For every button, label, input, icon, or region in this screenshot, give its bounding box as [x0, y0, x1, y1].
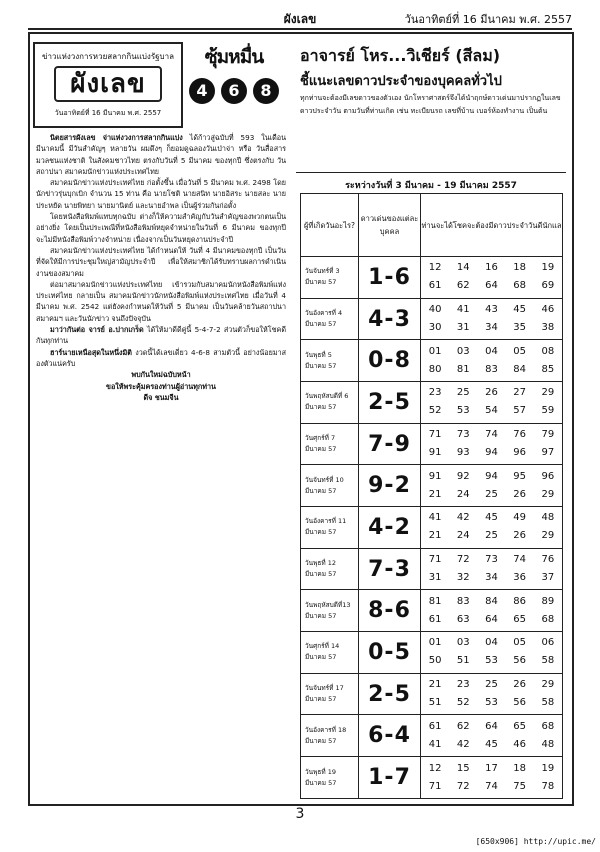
day-label: วันพฤหัสบดีที่ 6	[305, 392, 349, 401]
table-row	[301, 340, 563, 382]
lucky-number: 83	[485, 363, 498, 375]
month-label: มีนาคม 57	[305, 695, 337, 704]
lucky-number: 12	[428, 262, 442, 274]
lucky-number: 61	[428, 613, 442, 625]
article-text: ได้ให้มาดีดีคู่นี้ 5-4-7-2 ส่วนตัวก็ขอให้โชคดีกันทุกท่าน	[36, 325, 286, 346]
day-label: วันพุธที่ 12	[305, 559, 336, 568]
lucky-number: 49	[513, 512, 527, 524]
lucky-number: 74	[513, 554, 527, 566]
birth-day	[301, 673, 359, 715]
divider	[296, 172, 566, 173]
header-day: ผู้ที่เกิดวันอะไร?	[301, 194, 359, 257]
lucky-number: 96	[513, 447, 527, 459]
day-label: วันพุธที่ 5	[305, 350, 332, 359]
lucky-number: 86	[513, 595, 527, 607]
lucky-number: 04	[485, 637, 498, 649]
lucky-number: 14	[456, 262, 470, 274]
magazine-logo	[33, 42, 183, 128]
lucky-pair: 9-2	[359, 465, 421, 507]
lucky-pair: 0-5	[359, 632, 421, 674]
article-text: งวดนี้ได้เลขเดี่ยว 4-6-8 สามตัวนี้ อย่างน้อยมาสองตัวแน่ครับ	[36, 347, 286, 368]
lucky-number: 94	[485, 447, 498, 459]
lucky-pair: 2-5	[359, 673, 421, 715]
author-signature: ดีจ ชนมจีน	[143, 392, 179, 402]
lucky-number: 95	[513, 470, 527, 482]
lucky-number: 76	[513, 429, 527, 441]
lucky-number: 58	[541, 697, 555, 709]
month-label: มีนาคม 57	[305, 570, 337, 579]
lucky-number: 56	[513, 697, 527, 709]
lucky-number: 53	[485, 655, 498, 667]
brand-digits	[185, 78, 283, 104]
lucky-number: 04	[485, 345, 498, 357]
lucky-digit: 8	[253, 78, 279, 104]
day-label: วันอังคารที่ 18	[305, 725, 347, 734]
lucky-pair: 7-9	[359, 423, 421, 465]
lucky-numbers	[421, 257, 563, 299]
table-row	[301, 673, 563, 715]
lucky-number: 71	[428, 554, 442, 566]
column-subtitle: ชี้แนะเลขดาวประจำของบุคคลทั่วไป	[300, 74, 502, 89]
lucky-number: 94	[485, 470, 498, 482]
lucky-number: 50	[428, 655, 442, 667]
birth-day	[301, 465, 359, 507]
day-label: วันจันทร์ที่ 17	[305, 684, 344, 693]
header-numbers: ท่านจะได้โชคจะต้องมีดาวประจำวันดีนักแล	[421, 194, 563, 257]
lucky-number: 25	[485, 530, 498, 542]
lucky-number: 26	[513, 530, 527, 542]
numbers-row	[421, 593, 562, 611]
numbers-row	[421, 426, 562, 444]
month-label: มีนาคม 57	[305, 320, 337, 329]
lucky-numbers	[421, 632, 563, 674]
lucky-number: 76	[541, 554, 555, 566]
lucky-number: 26	[513, 488, 527, 500]
lucky-number: 48	[541, 512, 555, 524]
lucky-number: 03	[456, 637, 470, 649]
lucky-number: 21	[428, 530, 442, 542]
lucky-number: 62	[456, 720, 470, 732]
lucky-number: 16	[485, 262, 498, 274]
lucky-numbers	[421, 340, 563, 382]
lucky-number: 12	[428, 762, 442, 774]
lucky-number: 42	[456, 512, 470, 524]
lucky-number: 64	[485, 720, 498, 732]
lucky-number: 52	[456, 697, 470, 709]
lucky-numbers	[421, 298, 563, 340]
table-row	[301, 590, 563, 632]
article-paragraph: โดยหนังสือพิมพ์แทบทุกฉบับ ต่างก็ให้ความสำคัญกับวันสำคัญของพวกตนเป็นอย่างยิ่ง โดยเป็นประเพณีที่หนังสือพิมพ์หยุดจำหน่ายในวันที่ 6 มีนาคม ของทุกปี จะไม่มีหนังสือพิมพ์วางจำหน่าย เนื่องจากเป็นวันหยุดงานประจำปี	[36, 212, 286, 244]
lucky-number: 68	[541, 613, 555, 625]
lucky-number: 24	[456, 530, 470, 542]
lucky-number: 41	[428, 738, 442, 750]
lucky-number: 51	[456, 655, 470, 667]
lucky-number: 21	[428, 488, 442, 500]
lucky-number: 45	[485, 738, 498, 750]
lucky-pair: 1-6	[359, 257, 421, 299]
numbers-row	[421, 551, 562, 569]
lucky-number: 54	[485, 405, 498, 417]
month-label: มีนาคม 57	[305, 611, 337, 620]
birth-day	[301, 632, 359, 674]
table-row	[301, 382, 563, 424]
lucky-number: 89	[541, 595, 555, 607]
date-range: ระหว่างวันที่ 3 มีนาคม - 19 มีนาคม 2557	[345, 181, 517, 191]
table-row	[301, 757, 563, 799]
lucky-number: 97	[541, 447, 555, 459]
numbers-row	[421, 259, 562, 277]
lucky-number: 57	[513, 405, 527, 417]
lucky-number: 65	[513, 613, 527, 625]
numbers-row	[421, 611, 562, 629]
lucky-number: 19	[541, 262, 555, 274]
lucky-number: 25	[456, 387, 470, 399]
numbers-row	[421, 319, 562, 337]
lucky-number: 46	[541, 304, 555, 316]
lucky-number: 18	[513, 262, 527, 274]
lucky-number: 21	[428, 679, 442, 691]
lucky-number: 18	[513, 762, 527, 774]
lucky-digit: 4	[189, 78, 215, 104]
lucky-pair: 2-5	[359, 382, 421, 424]
lucky-number: 26	[485, 387, 498, 399]
day-label: วันจันทร์ที่ 10	[305, 475, 344, 484]
lucky-number: 58	[541, 655, 555, 667]
lucky-number: 83	[456, 595, 470, 607]
month-label: มีนาคม 57	[305, 486, 337, 495]
numbers-row	[421, 402, 562, 420]
table-row	[301, 465, 563, 507]
table-row	[301, 298, 563, 340]
day-label: วันอังคารที่ 11	[305, 517, 347, 526]
lucky-number: 34	[485, 322, 498, 334]
lucky-pair: 6-4	[359, 715, 421, 757]
day-label: วันศุกร์ที่ 14	[305, 642, 340, 651]
brand-block	[185, 42, 283, 124]
lucky-number: 91	[428, 470, 442, 482]
lucky-number: 85	[541, 363, 555, 375]
day-label: วันพุธที่ 19	[305, 767, 336, 776]
numbers-row	[421, 778, 562, 796]
lucky-number: 59	[541, 405, 555, 417]
day-label: วันพฤหัสบดีที่13	[305, 600, 351, 609]
lucky-number: 84	[513, 363, 527, 375]
brand-title: ซุ้มหมื่น	[204, 46, 264, 68]
month-label: มีนาคม 57	[305, 445, 337, 454]
lucky-number: 38	[541, 322, 555, 334]
lucky-numbers	[421, 757, 563, 799]
lucky-number: 23	[428, 387, 442, 399]
lucky-number: 75	[513, 780, 527, 792]
month-label: มีนาคม 57	[305, 278, 337, 287]
lucky-pair: 0-8	[359, 340, 421, 382]
numbers-row	[421, 634, 562, 652]
lucky-number: 64	[485, 613, 498, 625]
day-label: วันอังคารที่ 4	[305, 309, 343, 318]
lucky-number: 68	[541, 720, 555, 732]
birth-day	[301, 715, 359, 757]
birth-day	[301, 507, 359, 549]
lucky-numbers	[421, 590, 563, 632]
birth-day	[301, 257, 359, 299]
numbers-row	[421, 527, 562, 545]
lucky-number: 92	[456, 470, 470, 482]
logo-date: วันอาทิตย์ที่ 16 มีนาคม พ.ศ. 2557	[54, 109, 162, 117]
numbers-row	[421, 384, 562, 402]
lucky-number: 68	[513, 280, 527, 292]
sign-off: ขอให้พระคุ้มครองท่านผู้อ่านทุกท่าน	[106, 381, 216, 391]
header-pair: ดาวเด่นของแต่ละบุคคล	[359, 194, 421, 257]
month-label: มีนาคม 57	[305, 528, 337, 537]
numbers-row	[421, 736, 562, 754]
lucky-pair: 4-3	[359, 298, 421, 340]
logo-wordmark: ผังเลข	[54, 66, 162, 102]
lucky-number: 79	[541, 429, 555, 441]
birth-day	[301, 298, 359, 340]
lucky-number: 43	[485, 304, 498, 316]
lucky-numbers	[421, 465, 563, 507]
birth-day	[301, 423, 359, 465]
lucky-number: 72	[456, 554, 470, 566]
article-lead: ฮาร์นายเหนือสุดในหนึ่งมิติ	[50, 347, 132, 357]
lucky-number: 63	[456, 613, 470, 625]
header-rule	[28, 28, 572, 30]
month-label: มีนาคม 57	[305, 736, 337, 745]
prediction-table	[300, 193, 563, 799]
lucky-numbers	[421, 673, 563, 715]
lucky-number: 45	[513, 304, 527, 316]
lucky-number: 29	[541, 679, 555, 691]
lucky-number: 52	[428, 405, 442, 417]
lucky-number: 17	[485, 762, 498, 774]
article-paragraph	[36, 347, 286, 370]
lucky-number: 01	[428, 345, 442, 357]
month-label: มีนาคม 57	[305, 778, 337, 787]
month-label: มีนาคม 57	[305, 361, 337, 370]
birth-day	[301, 382, 359, 424]
lucky-numbers	[421, 715, 563, 757]
article-lead: นิตยสารผังเลข จ่าแห่งวงการสลากกินแบ่ง	[50, 133, 183, 142]
lucky-pair: 4-2	[359, 507, 421, 549]
lucky-numbers	[421, 507, 563, 549]
lucky-pair: 7-3	[359, 548, 421, 590]
lucky-number: 61	[428, 280, 442, 292]
lucky-number: 29	[541, 530, 555, 542]
lucky-number: 74	[485, 780, 498, 792]
lucky-number: 81	[456, 363, 470, 375]
table-row	[301, 632, 563, 674]
lucky-number: 41	[428, 512, 442, 524]
month-label: มีนาคม 57	[305, 653, 337, 662]
lucky-pair: 1-7	[359, 757, 421, 799]
lucky-numbers	[421, 423, 563, 465]
left-article	[36, 132, 286, 403]
watermark: [650x906] http://upic.me/	[475, 837, 596, 846]
lucky-digit: 6	[221, 78, 247, 104]
table-row	[301, 507, 563, 549]
lucky-number: 72	[456, 780, 470, 792]
lucky-number: 64	[485, 280, 498, 292]
numbers-row	[421, 569, 562, 587]
lucky-number: 30	[428, 322, 442, 334]
numbers-row	[421, 652, 562, 670]
article-paragraph: สมาคมนักข่าวแห่งประเทศไทย ได้กำหนดให้ วันที่ 4 มีนาคมของทุกปี เป็นวันที่จัดให้มีการประชุมใหญ่สามัญประจำปี เพื่อให้สมาชิกได้รับทราบผลการดำเนินงานของสมาคม	[36, 245, 286, 278]
article-text: ได้ก้าวสู่ฉบับที่ 593 ในเดือนมีนาคมนี้ มีวันสำคัญๆ หลายวัน ผมดึงๆ ก็ยอมดูฉลองวันเป่าจ่า หรือ วันสื่อสารมวลชนแห่งชาติ ในสังคมชาวไทย ตรงกับวันที่ 5 มีนาคม ของทุกปี ซึ่งตรงกับ วันสถาปนา สมาคมนักข่าวแห่งประเทศไทย	[36, 133, 286, 176]
lucky-number: 25	[485, 488, 498, 500]
lucky-number: 80	[428, 363, 442, 375]
article-paragraph: สมาคมนักข่าวแห่งประเทศไทย ก่อตั้งขึ้น เมื่อวันที่ 5 มีนาคม พ.ศ. 2498 โดยนักข่าวรุ่นบุกเบิก จำนวน 15 ท่าน คือ นายโชติ นายสนิท นายอิสระ นายสละ นายประหยัด นายพิทยา นายมานิตย์ และนายอำพล เป็นผู้ร่วมกันก่อตั้ง	[36, 178, 286, 210]
lucky-pair: 8-6	[359, 590, 421, 632]
lucky-number: 24	[456, 488, 470, 500]
numbers-row	[421, 694, 562, 712]
lucky-number: 31	[428, 572, 442, 584]
lucky-number: 74	[485, 429, 498, 441]
table-row	[301, 548, 563, 590]
lucky-numbers	[421, 548, 563, 590]
article-paragraph: ต่อมาสมาคมนักข่าวแห่งประเทศไทย เข้ารวมกับสมาคมนักหนังสือพิมพ์แห่งประเทศไทย กลายเป็น สมาคมนักข่าวนักหนังสือพิมพ์แห่งประเทศไทย เมื่อวันที่ 4 มีนาคม พ.ศ. 2542 แต่ยังคงกำหนดให้วันที่ 5 มีนาคม เป็นวันคล้ายวันสถาปนาสมาคมฯ และวันนักข่าว จนถึงปัจจุบัน	[36, 279, 286, 323]
lucky-number: 48	[541, 738, 555, 750]
lucky-number: 42	[456, 738, 470, 750]
header-date: วันอาทิตย์ที่ 16 มีนาคม พ.ศ. 2557	[404, 13, 572, 26]
lucky-number: 62	[456, 280, 470, 292]
lucky-number: 34	[485, 572, 498, 584]
table-row	[301, 715, 563, 757]
numbers-row	[421, 718, 562, 736]
lucky-number: 35	[513, 322, 527, 334]
numbers-row	[421, 301, 562, 319]
lucky-number: 41	[456, 304, 470, 316]
birth-day	[301, 590, 359, 632]
table-header-row	[301, 194, 563, 257]
lucky-number: 93	[456, 447, 470, 459]
page-number: 3	[295, 806, 305, 822]
article-paragraph	[36, 324, 286, 347]
lucky-number: 53	[485, 697, 498, 709]
lucky-number: 03	[456, 345, 470, 357]
lucky-number: 56	[513, 655, 527, 667]
lucky-number: 31	[456, 322, 470, 334]
lucky-number: 46	[513, 738, 527, 750]
lucky-number: 36	[513, 572, 527, 584]
column-intro: ทุกท่านจะต้องมีเลขดาวของตัวเอง นักโหราศาสตร์จึงได้นำฤกษ์ดาวเด่นมาปรากฏในเลขดาวประจำวัน ตามวันที่ท่านเกิด เช่น ทะเบียนรถ เลขที่บ้าน เบอร์ห้องทำงาน เป็นต้น	[300, 94, 561, 115]
article-lead: มาว่ากันต่อ จารย์ อ.ปากเกร็ด	[50, 325, 144, 335]
lucky-number: 91	[428, 447, 442, 459]
lucky-number: 26	[513, 679, 527, 691]
lucky-number: 27	[513, 387, 527, 399]
day-label: วันจันทร์ที่ 3	[305, 267, 340, 276]
lucky-number: 65	[513, 720, 527, 732]
lucky-number: 05	[513, 637, 527, 649]
lucky-number: 29	[541, 387, 555, 399]
lucky-number: 73	[456, 429, 470, 441]
logo-tagline: ข่าวแห่งวงการหวยสลากกินแบ่งรัฐบาล	[41, 52, 175, 61]
lucky-number: 05	[513, 345, 527, 357]
lucky-number: 73	[485, 554, 498, 566]
numbers-row	[421, 676, 562, 694]
lucky-number: 71	[428, 780, 442, 792]
numbers-row	[421, 486, 562, 504]
numbers-row	[421, 277, 562, 295]
month-label: มีนาคม 57	[305, 403, 337, 412]
lucky-number: 19	[541, 762, 555, 774]
numbers-row	[421, 509, 562, 527]
day-label: วันศุกร์ที่ 7	[305, 434, 336, 443]
table-row	[301, 257, 563, 299]
lucky-number: 71	[428, 429, 442, 441]
lucky-number: 53	[456, 405, 470, 417]
lucky-number: 96	[541, 470, 555, 482]
lucky-number: 15	[456, 762, 470, 774]
lucky-number: 08	[541, 345, 555, 357]
sign-off: พบกันใหม่ฉบับหน้า	[131, 370, 191, 380]
lucky-number: 81	[428, 595, 442, 607]
lucky-number: 45	[485, 512, 498, 524]
column-title: อาจารย์ โหร...วิเชียร์ (สีลม)	[300, 46, 501, 65]
numbers-row	[421, 343, 562, 361]
lucky-number: 29	[541, 488, 555, 500]
lucky-number: 51	[428, 697, 442, 709]
lucky-number: 23	[456, 679, 470, 691]
lucky-number: 32	[456, 572, 470, 584]
numbers-row	[421, 760, 562, 778]
lucky-number: 25	[485, 679, 498, 691]
lucky-number: 37	[541, 572, 555, 584]
numbers-row	[421, 468, 562, 486]
article-paragraph	[36, 132, 286, 177]
lucky-number: 84	[485, 595, 498, 607]
lucky-number: 78	[541, 780, 555, 792]
lucky-number: 61	[428, 720, 442, 732]
lucky-number: 06	[541, 637, 555, 649]
lucky-number: 01	[428, 637, 442, 649]
birth-day	[301, 548, 359, 590]
header-title: ผังเลข	[283, 12, 317, 26]
lucky-number: 69	[541, 280, 555, 292]
table-row	[301, 423, 563, 465]
numbers-row	[421, 361, 562, 379]
birth-day	[301, 757, 359, 799]
lucky-number: 40	[428, 304, 442, 316]
lucky-numbers	[421, 382, 563, 424]
birth-day	[301, 340, 359, 382]
numbers-row	[421, 444, 562, 462]
